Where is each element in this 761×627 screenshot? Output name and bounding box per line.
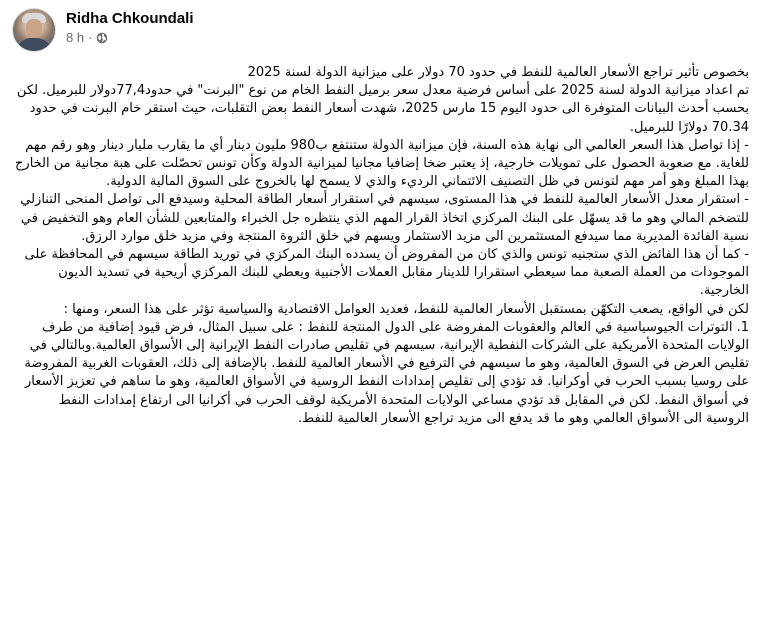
post-timestamp-link[interactable]: 8 h xyxy=(66,30,85,45)
post-paragraph: بخصوص تأثير تراجع الأسعار العالمية للنفط في حدود 70 دولار على ميزانية الدولة لسنة 2025 xyxy=(247,65,749,80)
globe-icon[interactable] xyxy=(96,32,108,44)
avatar-face xyxy=(26,19,42,38)
avatar-shirt xyxy=(17,38,51,52)
meta-separator: · xyxy=(88,30,93,45)
post-paragraph: - استقرار معدل الأسعار العالمية للنفط في هذا المستوى، سيسهم في استقرار أسعار الطاقة المحلية وسيدفع الى تواصل المنحى التنازلي للتضخم المالي وهو ما قد يسهّل على البنك المركزي اتخاذ القرار المهم الذي ينتظره جل الخبراء والمتابعين للشأن العام وهو التخفيض في نسبة الفائدة المديرية مما سيدفع المستثمرين الى مزيد الاستثمار ويسهم في خلق الثروة المنتجة وفي مزيد خلق موارد الرزق. xyxy=(20,192,749,244)
post-header-text xyxy=(66,8,194,46)
post-paragraph: 1. التوترات الجيوسياسية في العالم والعقوبات المفروضة على الدول المنتجة للنفط : على سبيل المثال، فرض قيود إضافية من طرف الولايات المتحدة الأمريكية على الشركات النفطية الإيرانية، سيسهم في تقليص صادرات النفط الإيرانية إلى الأسواق العالمية.وبالتالي في تقليص العرض في السوق العالمية، وهو ما سيسهم في الترفيع في الأسعار العالمية للنفط. بالإضافة إلى ذلك، العقوبات الغربية المفروضة على روسيا بسبب الحرب في أوكرانيا. قد تؤدي إلى تقليص إمدادات النفط الروسية في الأسواق العالمية، وهو ما ساهم في تعزيز الأسعار في أسواق النفط. لكن في المقابل قد تؤدي مساعي الولايات المتحدة الأمريكية لوقف الحرب في أكرانيا الى ارتفاع إمدادات النفط الروسية الى الأسواق العالمي وهو ما قد يدفع الى مزيد تراجع الأسعار العالمية للنفط. xyxy=(24,319,749,426)
post-paragraph: لكن في الواقع، يصعب التكهّن بمستقبل الأسعار العالمية للنفط، فعديد العوامل الاقتصادية والسياسية تؤثر على هذا السعر، ومنها : xyxy=(63,301,749,317)
post-header xyxy=(12,8,194,58)
post-paragraph: - إذا تواصل هذا السعر العالمي الى نهاية هذه السنة، فإن ميزانية الدولة ستنتفع ب980 مليون دينار أي ما يقارب مليار دينار وهو رقم مهم للغاية. مع صعوبة الحصول على تمويلات خارجية، إذ يعتبر ضخا إضافيا مجانيا لميزانية الدولة وكأن تونس تحصّلت على هبة مجانية من الخارج بهذا المبلغ وهو أمر مهم لتونس في ظل التصنيف الائتماني الرديء والذي لا يسمح لها بالخروج على السوق المالية الدولية. xyxy=(15,137,749,190)
author-name-link[interactable]: Ridha Chkoundali xyxy=(66,10,194,27)
post-paragraph: - كما أن هذا الفائض الذي ستجنيه تونس والذي كان من المفروض أن يسدده البنك المركزي في توريد الطاقة سيسهم في المحافظة على الموجودات من العملة الصعبة مما سيعطي استقرارا للدينار مقابل العملات الأجنبية ويعطي للبنك المركزي أريحية في تسديد الديون الخارجية. xyxy=(24,247,749,299)
post-paragraph: تم اعداد ميزانية الدولة لسنة 2025 على أساس فرضية معدل سعر برميل النفط الخام من نوع "البرنت" في حدود77,4دولار للبرميل. لكن بحسب أحدث البيانات المتوفرة الى حدود اليوم 15 مارس 2025، شهدت أسعار النفط بعض التقلبات، حيث استقر خام البرنت في حدود 70.34 دولارًا للبرميل. xyxy=(16,83,749,135)
post-meta xyxy=(66,30,194,46)
post-body xyxy=(12,64,749,428)
author-avatar[interactable] xyxy=(12,8,56,52)
